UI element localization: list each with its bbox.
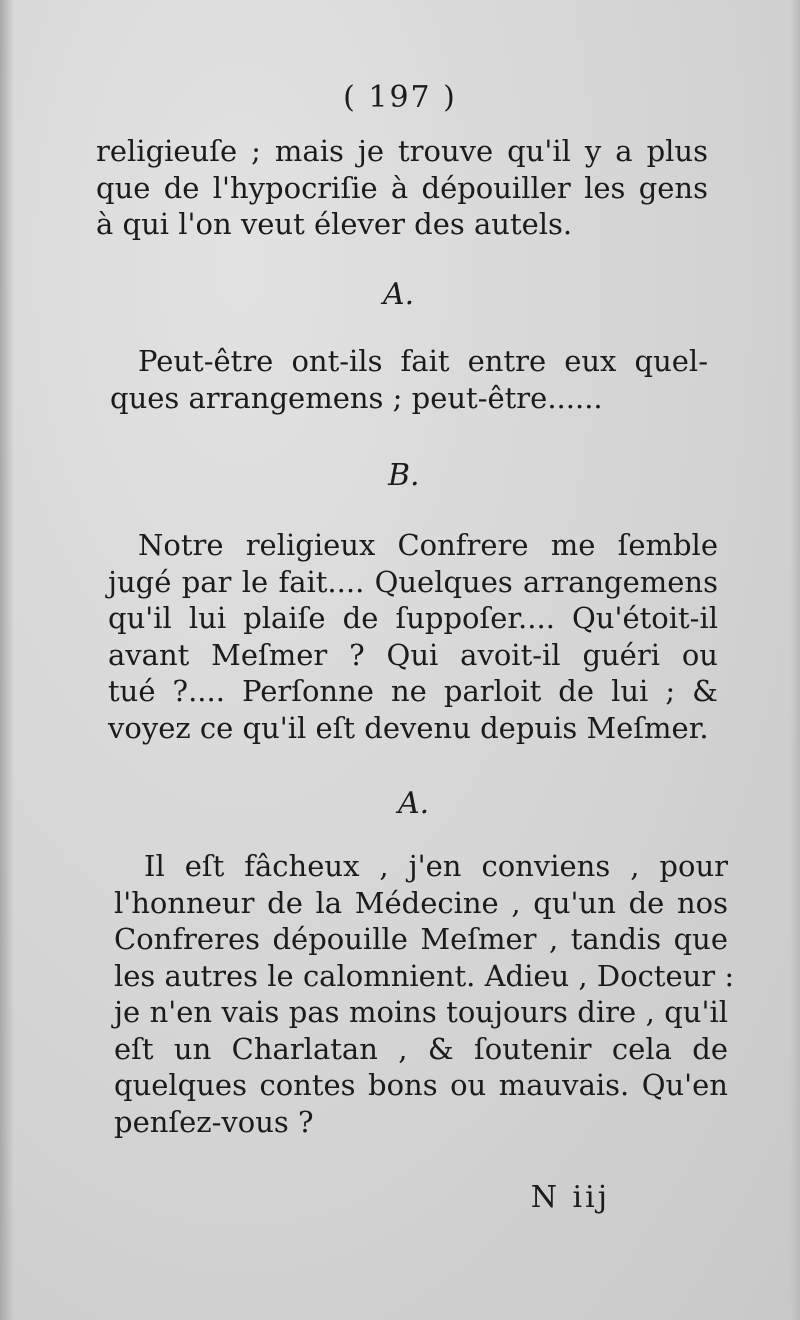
text-line: Peut-être ont-ils fait entre eux quel- (138, 344, 708, 378)
text-line: penſez-vous ? (114, 1104, 314, 1139)
paragraph-4 (114, 848, 735, 1140)
text-line: ques arrangemens ; peut-être...... (110, 380, 603, 415)
text-line: jugé par le fait.... Quelques arrangemens (108, 564, 718, 599)
text-line: Confreres dépouille Meſmer , tandis que (114, 922, 728, 956)
speaker-label-b: B. (388, 458, 420, 493)
text-line: voyez ce qu'il eſt devenu depuis Meſmer. (108, 710, 709, 745)
text-line: eſt un Charlatan , & ſoutenir cela de (114, 1031, 728, 1066)
text-line: je n'en vais pas moins toujours dire , qu'il (114, 995, 728, 1029)
page-number: ( 197 ) (343, 80, 457, 115)
text-line: à qui l'on veut élever des autels. (96, 207, 573, 241)
speaker-label-a: A. (398, 786, 430, 821)
text-line: les autres le calomnient. Adieu , Docteur : (114, 958, 735, 993)
text-line: religieuſe ; mais je trouve qu'il y a plus (96, 134, 708, 168)
text-line: Il eſt fâcheux , j'en conviens , pour (144, 849, 728, 883)
text-line: l'honneur de la Médecine , qu'un de nos (114, 885, 728, 920)
text-line: tué ?.... Perſonne ne parloit de lui ; & (108, 674, 718, 708)
text-line: que de l'hypocriſie à dépouiller les gens (96, 170, 708, 205)
paragraph-3 (108, 527, 718, 746)
speaker-label-a: A. (383, 277, 415, 312)
paragraph-1 (96, 133, 708, 243)
text-line: avant Meſmer ? Qui avoit-il guéri ou (108, 637, 718, 672)
text-line: Notre religieux Confrere me ſemble (138, 528, 718, 562)
text-line: qu'il lui plaiſe de ſuppoſer.... Qu'étoit-il (108, 601, 718, 635)
text-line: quelques contes bons ou mauvais. Qu'en (114, 1068, 728, 1102)
paragraph-2 (110, 343, 708, 416)
signature-mark: N iij (530, 1180, 610, 1215)
